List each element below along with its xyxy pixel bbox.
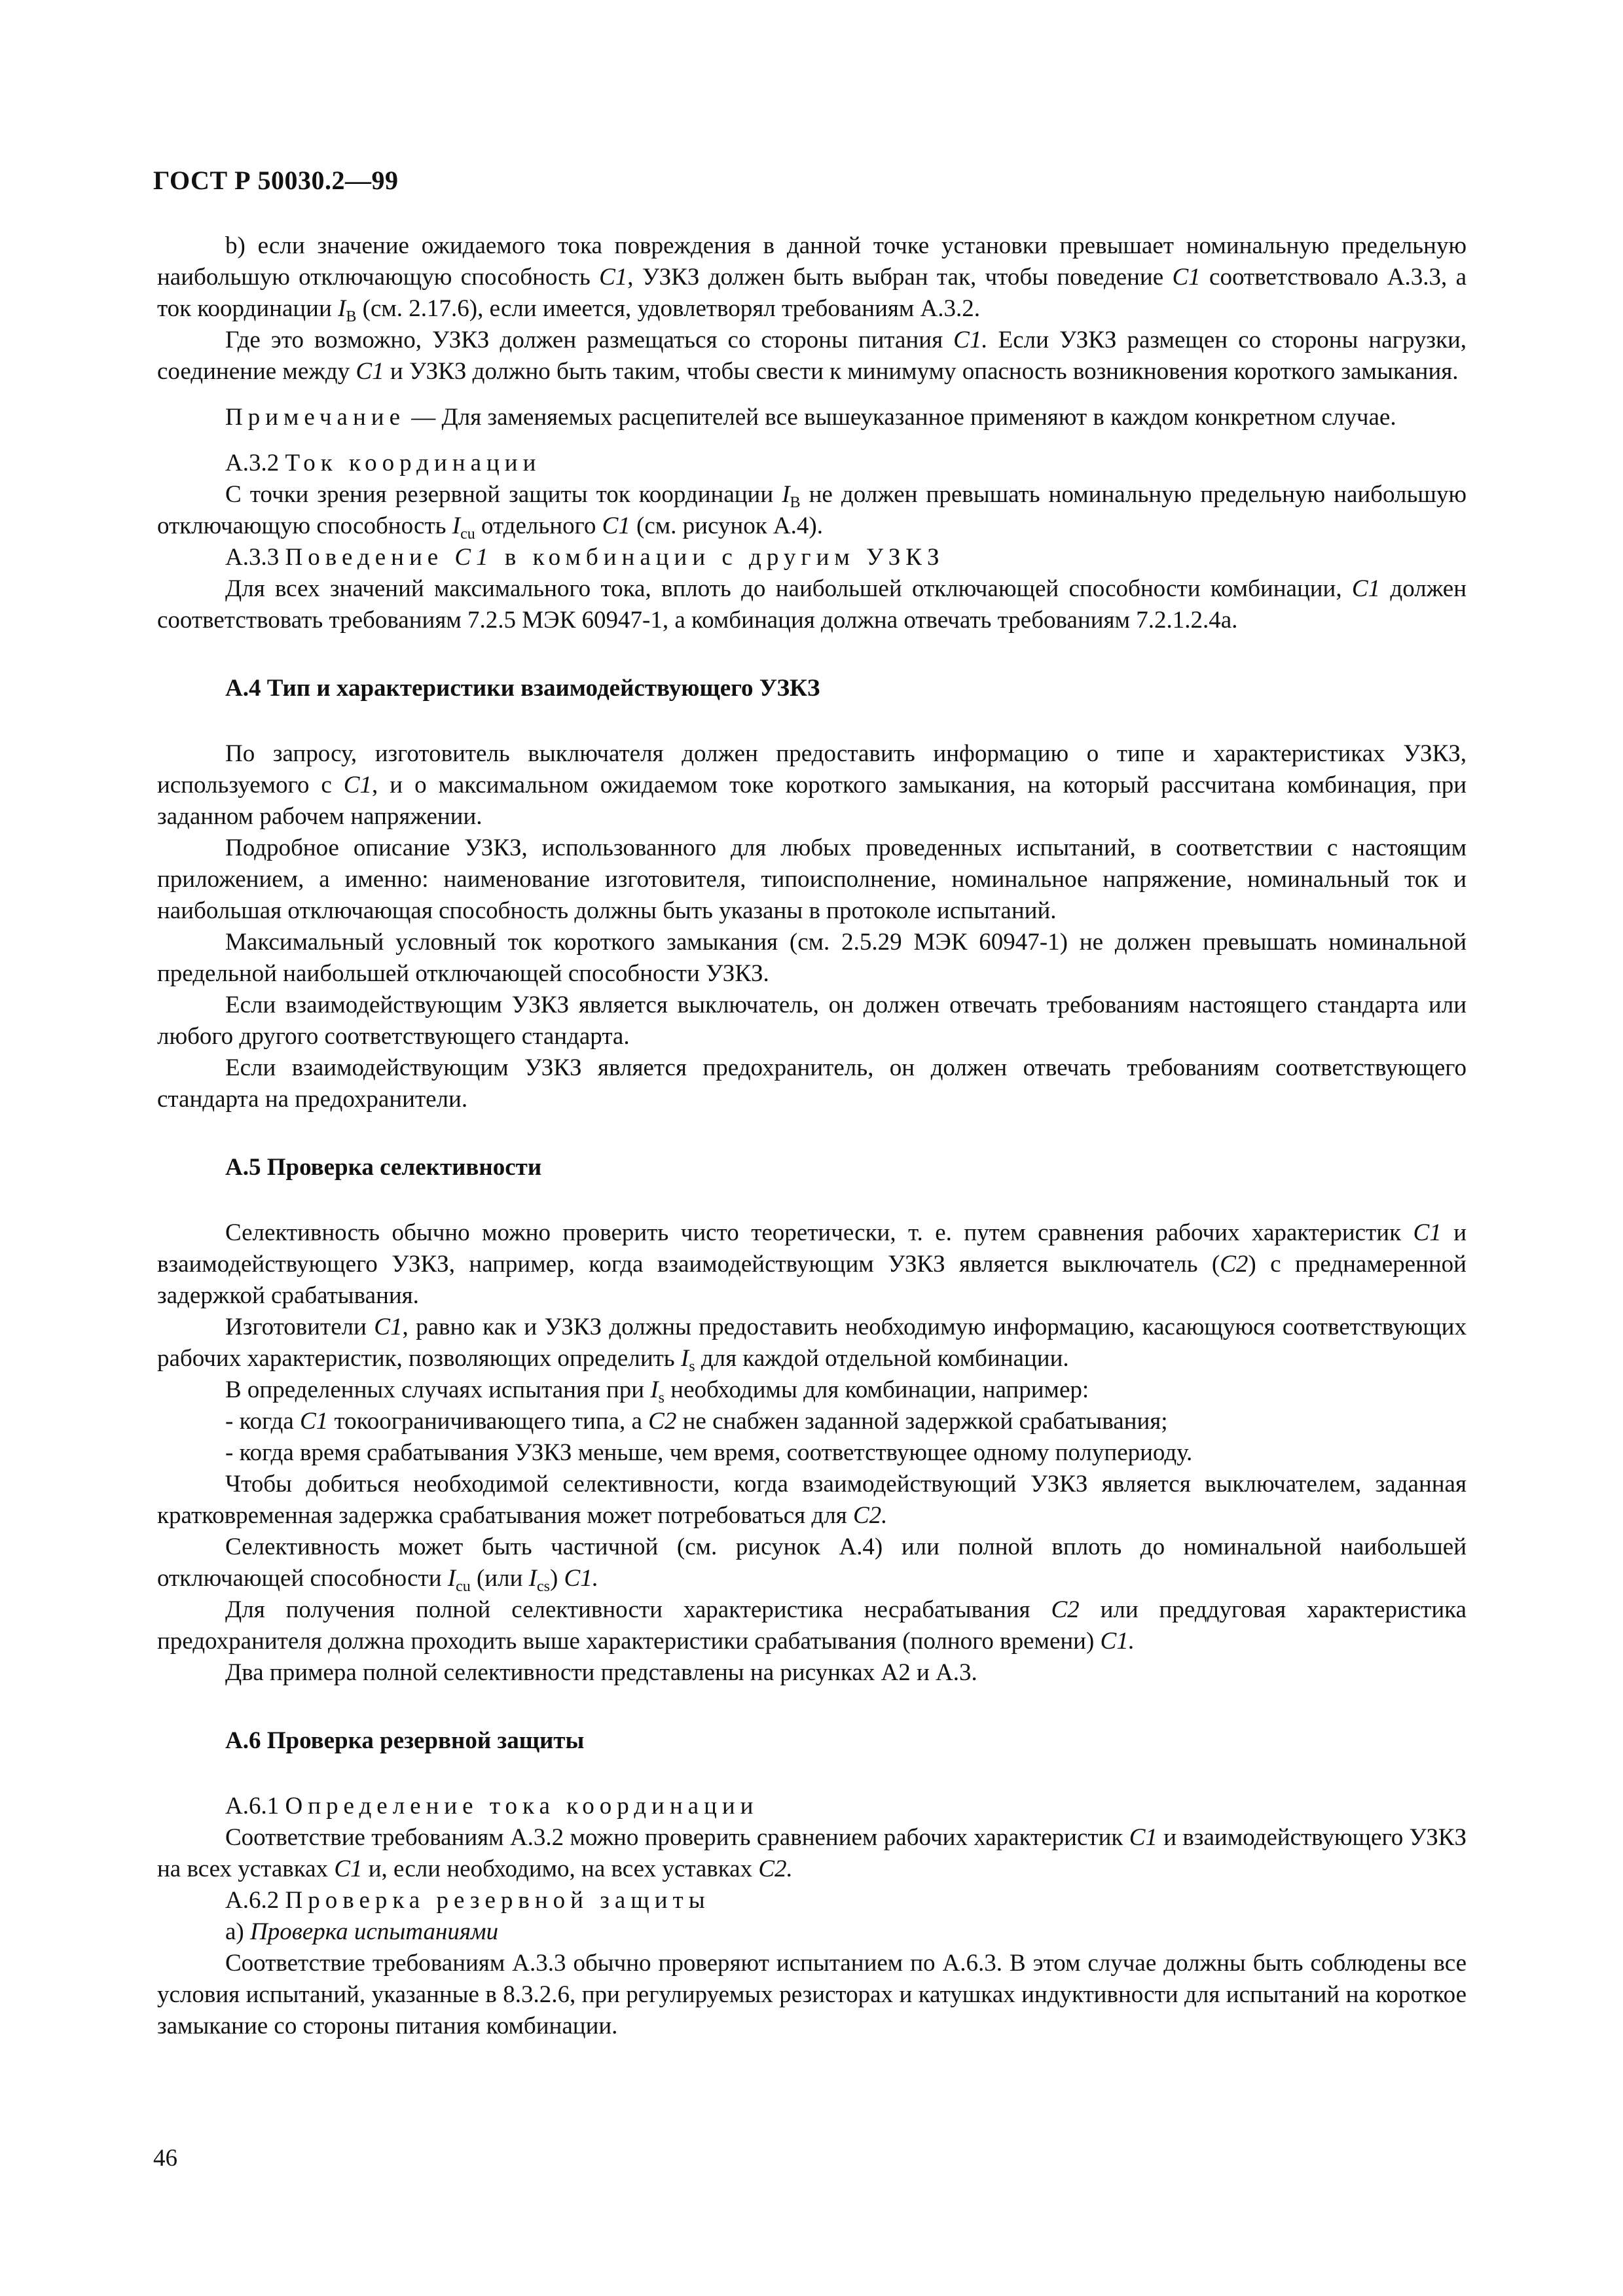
note: Примечание — Для заменяемых расцепителей все вышеуказанное применяют в каждом конкретном случае.	[225, 404, 1396, 431]
list-item: - когда C1 токоограничивающего типа, а C2 не снабжен заданной задержкой срабатывания;	[225, 1408, 1168, 1435]
section-a32-text: С точки зрения резервной защиты ток координации $I_B$ не должен превышать номинальную предельную наибольшую отключающую способность $I_{cu}$ отдельного C1 (см. рисунок А.4).	[157, 481, 1467, 543]
section-a4-p2: Подробное описание УЗКЗ, использованного для любых проведенных испытаний, в соответствии с настоящим приложением, а именно: наименование изготовителя, типоисполнение, номинальное напряжение, номинальный ток и наибольшая отключающая способность должны быть указаны в протоколе испытаний.	[157, 834, 1467, 924]
section-a5-p4: Чтобы добиться необходимой селективности, когда взаимодействующий УЗКЗ является выключателем, заданная кратковременная задержка срабатывания может потребоваться для C2.	[157, 1471, 1467, 1529]
paragraph-b: b) если значение ожидаемого тока повреждения в данной точке установки превышает номинальную предельную наибольшую отключающую способность C1, УЗКЗ должен быть выбран так, чтобы поведение C1 соответствовало А.3.3, а ток координации $I_B$ (см. 2.17.6), если имеется, удовлетворял требованиям А.3.2.	[157, 232, 1467, 325]
section-a4-p4: Если взаимодействующим УЗКЗ является выключатель, он должен отвечать требованиям настоящего стандарта или любого другого соответствующего стандарта.	[157, 992, 1467, 1050]
section-a4-title: А.4 Тип и характеристики взаимодействующего УЗКЗ	[225, 675, 820, 702]
section-a33-heading: А.3.3 Поведение C1 в комбинации с другим УЗКЗ	[225, 544, 945, 571]
section-a6-title: А.6 Проверка резервной защиты	[225, 1727, 585, 1754]
section-a5-p5: Селективность может быть частичной (см. рисунок А.4) или полной вплоть до номинальной наибольшей отключающей способности $I_{cu}$ (или $I_{cs}$) C1.	[157, 1534, 1467, 1595]
section-a61-heading: А.6.1 Определение тока координации	[225, 1793, 759, 1820]
section-a5-p2: Изготовители C1, равно как и УЗКЗ должны предоставить необходимую информацию, касающуюся соответствующих рабочих характеристик, позволяющих определить $I_s$ для каждой отдельной комбинации.	[157, 1314, 1467, 1375]
section-a5-title: А.5 Проверка селективности	[225, 1154, 542, 1181]
document-header: ГОСТ Р 50030.2—99	[153, 166, 399, 195]
section-a4-p1: По запросу, изготовитель выключателя должен предоставить информацию о типе и характеристиках УЗКЗ, используемого с C1, и о максимальном ожидаемом токе короткого замыкания, на который рассчитана комбинация, при заданном рабочем напряжении.	[157, 740, 1467, 830]
section-a61-text: Соответствие требованиям А.3.2 можно проверить сравнением рабочих характеристик C1 и взаимодействующего УЗКЗ на всех уставках C1 и, если необходимо, на всех уставках C2.	[157, 1824, 1467, 1882]
section-a62-item-a: a) Проверка испытаниями	[225, 1918, 499, 1945]
section-a5-p6: Для получения полной селективности характеристика несрабатывания C2 или преддуговая характеристика предохранителя должна проходить выше характеристики срабатывания (полного времени) C1.	[157, 1596, 1467, 1655]
section-a4-p3: Максимальный условный ток короткого замыкания (см. 2.5.29 МЭК 60947-1) не должен превышать номинальной предельной наибольшей отключающей способности УЗКЗ.	[157, 929, 1467, 987]
section-a4-p5: Если взаимодействующим УЗКЗ является предохранитель, он должен отвечать требованиям соответствующего стандарта на предохранители.	[157, 1054, 1467, 1113]
section-a62-text: Соответствие требованиям А.3.3 обычно проверяют испытанием по А.6.3. В этом случае должны быть соблюдены все условия испытаний, указанные в 8.3.2.6, при регулируемых резисторах и катушках индуктивности для испытаний на короткое замыкание со стороны питания комбинации.	[157, 1950, 1467, 2039]
section-a32-heading: А.3.2 Ток координации	[225, 450, 541, 476]
note-label: Примечание	[225, 404, 405, 431]
section-a5-p3: В определенных случаях испытания при $I_s$ необходимы для комбинации, например:	[225, 1376, 1089, 1407]
document-body	[157, 230, 1467, 2042]
section-a5-p1: Селективность обычно можно проверить чисто теоретически, т. е. путем сравнения рабочих характеристик C1 и взаимодействующего УЗКЗ, например, когда взаимодействующим УЗКЗ является выключатель (C2) с преднамеренной задержкой срабатывания.	[157, 1219, 1467, 1309]
section-a62-heading: А.6.2 Проверка резервной защиты	[225, 1887, 710, 1914]
list-item: - когда время срабатывания УЗКЗ меньше, чем время, соответствующее одному полупериоду.	[225, 1439, 1193, 1466]
page-number: 46	[153, 2145, 177, 2172]
paragraph-placement: Где это возможно, УЗКЗ должен размещаться со стороны питания C1. Если УЗКЗ размещен со стороны нагрузки, соединение между C1 и УЗКЗ должно быть таким, чтобы свести к минимуму опасность возникновения короткого замыкания.	[157, 327, 1467, 385]
section-a5-p7: Два примера полной селективности представлены на рисунках А2 и А.3.	[225, 1659, 977, 1686]
section-a33-text: Для всех значений максимального тока, вплоть до наибольшей отключающей способности комбинации, C1 должен соответствовать требованиям 7.2.5 МЭК 60947-1, а комбинация должна отвечать требованиям 7.2.1.2.4а.	[157, 575, 1467, 634]
